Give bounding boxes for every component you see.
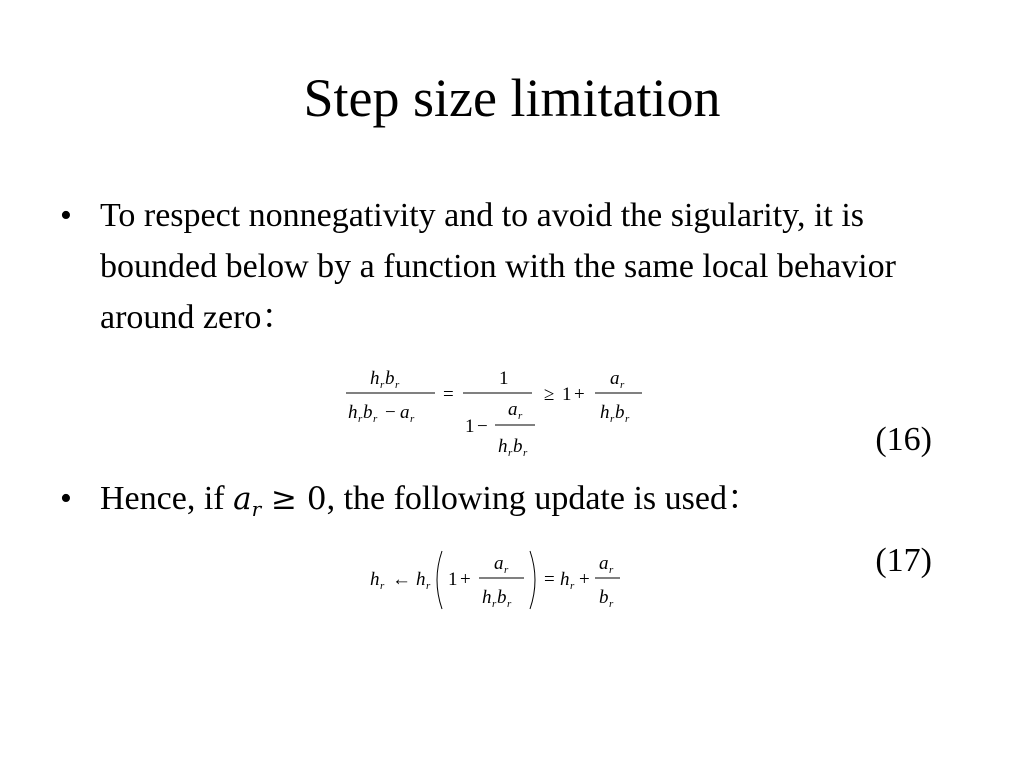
svg-text:a: a <box>599 553 609 574</box>
svg-text:r: r <box>518 410 523 422</box>
svg-text:h: h <box>416 569 426 590</box>
svg-text:r: r <box>380 580 385 592</box>
equation-number: (17) <box>875 542 932 579</box>
svg-text:h: h <box>560 569 570 590</box>
svg-text:r: r <box>620 379 625 391</box>
eq16-middle-fraction <box>463 368 535 459</box>
geq-sign: ≥ <box>544 384 555 405</box>
bullet-marker: • <box>60 480 72 517</box>
equation-number: (16) <box>875 421 932 458</box>
svg-text:r: r <box>610 413 615 425</box>
svg-text:r: r <box>358 413 363 425</box>
svg-text:b: b <box>363 402 373 423</box>
svg-text:r: r <box>523 447 528 459</box>
svg-text:r: r <box>609 598 614 610</box>
equation-16 <box>340 360 660 470</box>
svg-text:r: r <box>410 413 415 425</box>
svg-text:1: 1 <box>499 368 509 389</box>
svg-text:r: r <box>395 379 400 391</box>
svg-text:+: + <box>574 384 585 405</box>
svg-text:a: a <box>400 402 410 423</box>
bullet-item <box>60 190 940 343</box>
svg-text:b: b <box>513 436 523 457</box>
svg-text:b: b <box>497 587 507 608</box>
svg-text:b: b <box>599 587 609 608</box>
svg-text:r: r <box>380 379 385 391</box>
equation-16-source <box>0 0 1 1</box>
svg-text:r: r <box>426 580 431 592</box>
svg-text:a: a <box>494 553 504 574</box>
svg-text:1: 1 <box>465 416 475 437</box>
svg-text:b: b <box>385 368 395 389</box>
svg-text:r: r <box>609 564 614 576</box>
left-paren <box>437 551 442 609</box>
svg-text:a: a <box>610 368 620 389</box>
svg-text:h: h <box>370 368 380 389</box>
svg-text:r: r <box>492 598 497 610</box>
bullet-text: , the following update is used： <box>326 480 761 517</box>
svg-text:r: r <box>504 564 509 576</box>
svg-text:h: h <box>600 402 610 423</box>
svg-text:h: h <box>348 402 358 423</box>
eq17-inner-fraction <box>479 553 524 610</box>
bullet-marker: • <box>60 197 72 234</box>
eq17-rhs-fraction <box>595 553 620 610</box>
bullet-text: To respect nonnegativity and to avoid the sigularity, it is bounded below by a function with the same local behavior around zero： <box>100 197 896 336</box>
equation-17 <box>366 545 636 625</box>
eq16-rhs-fraction <box>595 368 642 425</box>
svg-text:1: 1 <box>448 569 458 590</box>
eq16-lhs-fraction <box>346 368 435 425</box>
svg-text:−: − <box>477 416 488 437</box>
bullet-text: Hence, if <box>100 480 234 517</box>
svg-text:h: h <box>482 587 492 608</box>
right-paren <box>530 551 535 609</box>
slide-title: Step size limitation <box>303 68 721 128</box>
inline-math: $a_r \ge 0$ <box>233 481 327 522</box>
svg-text:←: ← <box>392 569 411 590</box>
svg-text:r: r <box>507 598 512 610</box>
equals-sign: = <box>443 384 454 405</box>
svg-text:+: + <box>460 569 471 590</box>
svg-text:1: 1 <box>562 384 572 405</box>
svg-text:r: r <box>570 580 575 592</box>
svg-text:a: a <box>508 399 518 420</box>
svg-text:−: − <box>385 402 396 423</box>
svg-text:h: h <box>370 569 380 590</box>
svg-text:=: = <box>544 569 555 590</box>
svg-text:b: b <box>615 402 625 423</box>
svg-text:h: h <box>498 436 508 457</box>
bullet-item <box>60 473 940 535</box>
svg-text:r: r <box>625 413 630 425</box>
svg-text:r: r <box>508 447 513 459</box>
svg-text:+: + <box>579 569 590 590</box>
svg-text:r: r <box>373 413 378 425</box>
